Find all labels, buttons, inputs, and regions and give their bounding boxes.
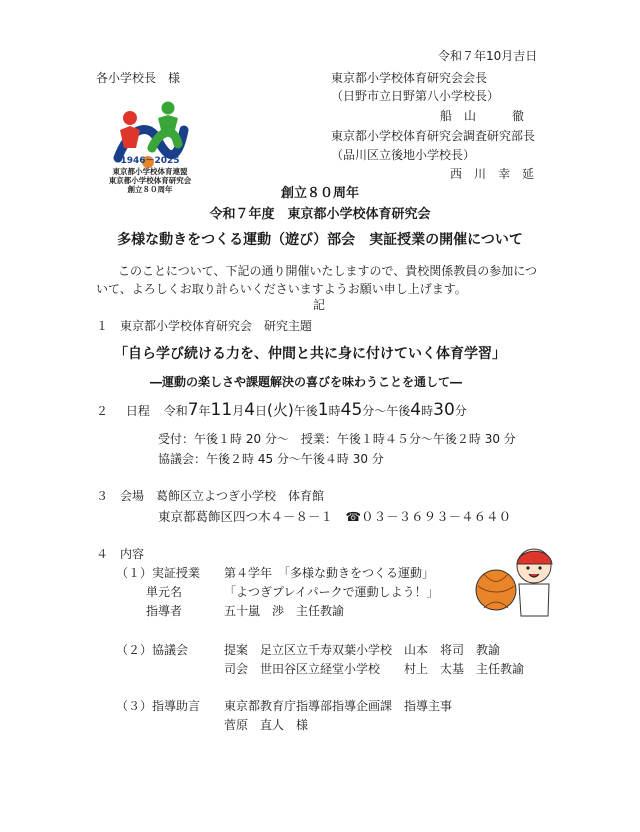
- sender1-name: 船 山 徹: [440, 109, 525, 123]
- time-end-hour: 4: [410, 400, 422, 420]
- time-ji2: 時: [421, 404, 434, 418]
- sender1-school: （日野市立日野第八小学校長）: [331, 89, 500, 103]
- meeting-times: 協議会：午後２時 45 分～午後４時 30 分: [158, 452, 384, 466]
- section2-label: 日程: [125, 404, 150, 418]
- contents-label: ４ 内容: [96, 547, 145, 561]
- venue-label: ３ 会場 葛飾区立よつぎ小学校 体育館: [96, 489, 325, 503]
- date-tsuki: 月: [232, 404, 245, 418]
- schedule-line: [96, 400, 467, 421]
- item1-teacher-label: 指導者: [146, 604, 183, 618]
- research-subtheme: ―運動の楽しさや課題解決の喜びを味わうことを通して―: [150, 375, 463, 389]
- item3-no: （３）指導助言: [116, 699, 201, 713]
- item1-teacher: 五十嵐 渉 主任教諭: [224, 604, 345, 618]
- time-start-min: 45: [340, 400, 363, 420]
- time-ji1: 時: [328, 404, 341, 418]
- sender2-title: 東京都小学校体育研究会調査研究部長: [331, 129, 536, 143]
- section1-label: １ 東京都小学校体育研究会 研究主題: [96, 319, 313, 333]
- intro-line2: いて、よろしくお取り計らいくださいますようお願い申し上げます。: [96, 282, 467, 296]
- addressee: 各小学校長 様: [96, 71, 181, 85]
- date-day: 4: [244, 400, 256, 420]
- section2-num: ２: [96, 404, 109, 418]
- document-title: 多様な動きをつくる運動（遊び）部会 実証授業の開催について: [117, 232, 523, 248]
- item1-grade: 第４学年 「多様な動きをつくる運動」: [224, 566, 435, 580]
- item2-no: （２）協議会: [116, 643, 189, 657]
- time-pm: 午後: [293, 404, 318, 418]
- item3-advisor-role: 東京都教育庁指導部指導企画課 指導主事: [224, 699, 453, 713]
- intro-line1: このことについて、下記の通り開催いたしますので、貴校関係教員の参加につ: [118, 264, 538, 278]
- logo-line3: 創立８０周年: [127, 185, 173, 194]
- venue-address: 東京都葛飾区四つ木４－８－１ ☎０３－３６９３－４６４０: [158, 509, 512, 524]
- item2-moderator: 司会 世田谷区立経堂小学校 村上 太基 主任教諭: [224, 662, 525, 676]
- sender1-title: 東京都小学校体育研究会会長: [331, 71, 488, 85]
- item1-unit: 「よつぎプレイパークで運動しよう！」: [224, 585, 439, 599]
- child-with-ball-illustration: [474, 544, 554, 626]
- item1-no: （１）実証授業: [116, 566, 201, 580]
- research-theme: 「自ら学び続ける力を、仲間と共に身に付けていく体育学習」: [114, 346, 506, 362]
- time-start-hour: 1: [317, 400, 329, 420]
- item3-advisor-name: 菅原 直人 様: [224, 718, 309, 732]
- issue-date: 令和７年10月吉日: [438, 49, 538, 63]
- reception-times: 受付：午後１時 20 分～ 授業：午後１時４５分～午後２時 30 分: [158, 432, 516, 446]
- title-anniversary: 創立８０周年: [280, 186, 359, 201]
- item1-unit-label: 単元名: [146, 585, 183, 599]
- ki-marker: 記: [313, 298, 326, 312]
- sender2-school: （品川区立後地小学校長）: [331, 148, 476, 162]
- date-era: 令和: [163, 404, 188, 418]
- logo-years: 1946－2025: [120, 156, 180, 166]
- time-fun2: 分: [454, 404, 467, 418]
- date-nichi: 日: [255, 404, 268, 418]
- time-fun1: 分～午後: [362, 404, 411, 418]
- date-weekday: (火): [267, 401, 294, 419]
- sender2-name: 西 川 幸 延: [450, 167, 535, 181]
- date-year: 7: [187, 400, 199, 420]
- logo-line2: 東京都小学校体育研究会: [108, 176, 192, 185]
- date-month: 11: [210, 400, 233, 420]
- item2-proposal: 提案 足立区立千寿双葉小学校 山本 将司 教諭: [224, 643, 501, 657]
- date-nen: 年: [198, 404, 211, 418]
- time-end-min: 30: [433, 400, 455, 420]
- title-org: 令和７年度 東京都小学校体育研究会: [209, 207, 431, 222]
- logo-line1: 東京都小学校体育連盟: [112, 167, 188, 176]
